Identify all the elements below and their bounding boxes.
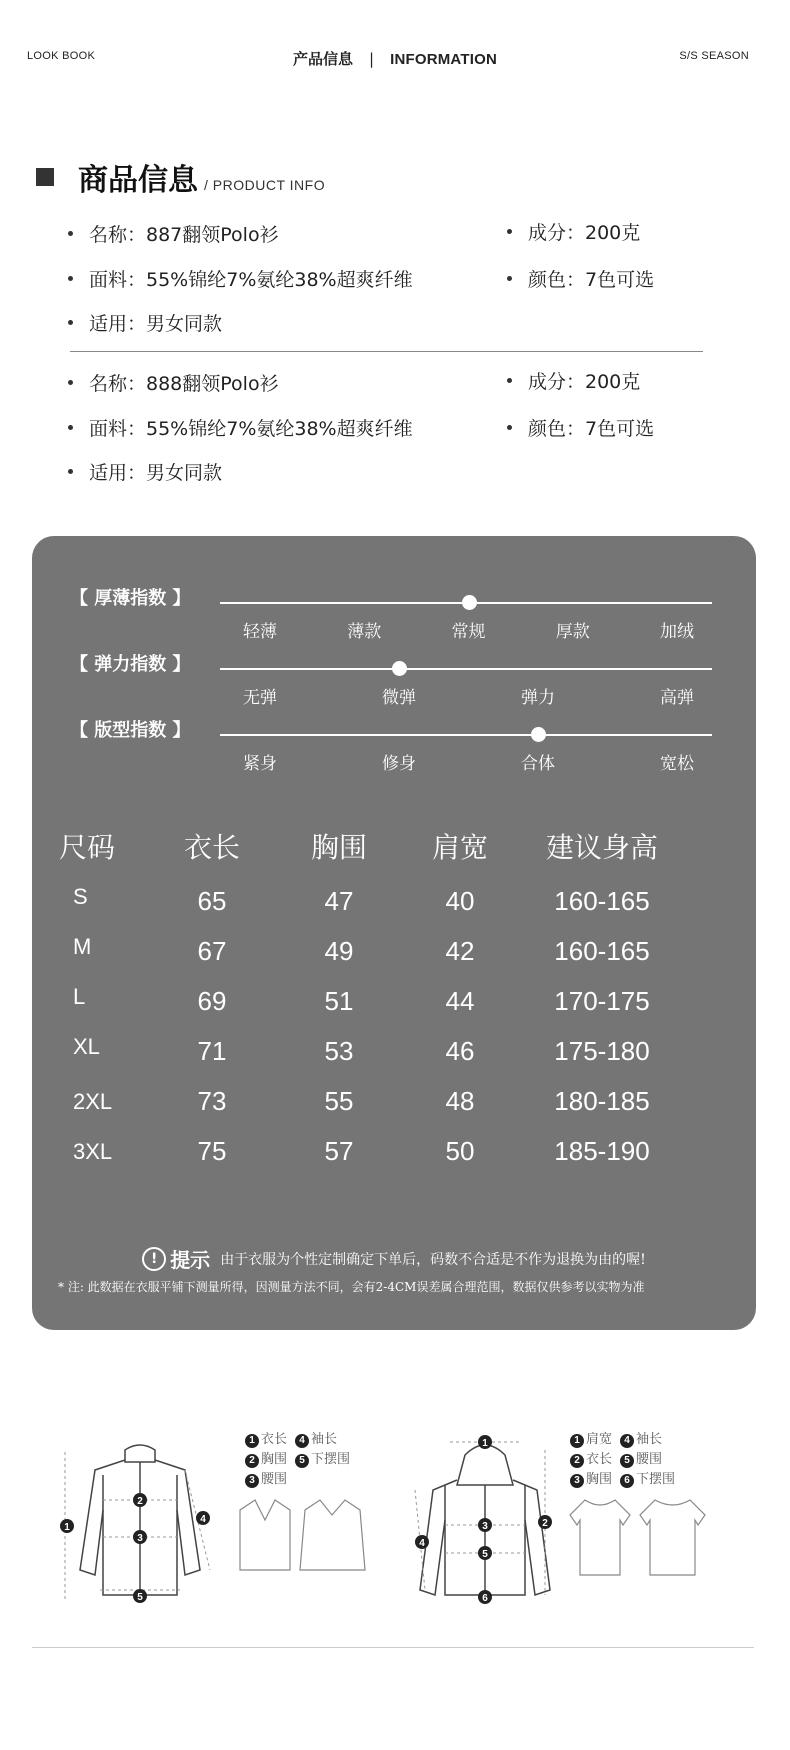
measurement-note: * 注: 此数据在衣服平铺下测量所得，因测量方法不同，会有2-4CM误差属合理范围，数据仅供参考以实物为准 [58,1280,645,1294]
legend-item [570,1452,612,1467]
legend-item [245,1452,287,1467]
season-label: S/S SEASON [679,50,749,62]
legend-label: 腰围 [636,1452,663,1467]
number-badge-icon: 6 [620,1474,634,1488]
legend-label: 腰围 [261,1472,288,1487]
size-table-header: 建议身高 [545,831,659,864]
section-title-cn: 商品信息 [78,163,198,198]
size-table-cell: 75 [197,1136,227,1166]
legend-line [570,1430,683,1450]
index-option: 微弹 [382,688,416,708]
info-text: 颜色：7色可选 [528,269,655,291]
index-marker-dot [531,727,546,742]
product-2-name [68,369,279,396]
index-label: 【 弹力指数 】 [70,654,191,675]
legend-item [570,1472,612,1487]
size-table-cell: 69 [197,986,227,1016]
bullet-icon [507,378,512,383]
size-table-cell: 49 [324,936,354,966]
legend-label: 胸围 [261,1452,288,1467]
product-2-weight [507,367,640,394]
product-2-fabric [68,414,413,441]
index-option: 无弹 [243,688,277,708]
hoodie-diagram-icon [405,1430,575,1610]
header-separator: | [369,50,375,68]
legend-item [245,1432,287,1447]
legend-line [245,1430,358,1450]
number-badge-icon: 5 [295,1454,309,1468]
number-badge-icon: 5 [620,1454,634,1468]
size-table-cell: 55 [324,1086,354,1116]
size-table-cell: 47 [324,886,354,916]
size-table-cell: 3XL [73,1139,113,1164]
legend-label: 衣长 [586,1452,613,1467]
page-header [0,48,790,69]
index-option: 弹力 [521,688,555,708]
section-title-en: / PRODUCT INFO [204,177,326,193]
bullet-icon [507,276,512,281]
jacket-diagram-icon [55,1430,225,1610]
measurement-illustration [0,1430,790,1610]
size-table-cell: 73 [197,1086,227,1116]
shirts-icon [235,1490,375,1580]
legend-label: 袖长 [311,1432,338,1447]
legend-line [245,1470,358,1490]
size-table-cell: 42 [445,936,475,966]
size-table-cell: 2XL [73,1089,113,1114]
index-label: 【 厚薄指数 】 [70,588,191,609]
size-table-cell: 65 [197,886,227,916]
product-divider [70,351,703,352]
product-1-color [507,265,654,292]
index-label: 【 版型指数 】 [70,720,191,741]
size-table-header: 肩宽 [431,831,489,864]
legend-item [245,1472,287,1487]
info-text: 面料：55%锦纶7%氨纶38%超爽纤维 [89,269,413,291]
index-option: 加绒 [660,622,694,642]
info-text: 颜色：7色可选 [528,418,655,440]
svg-text:6: 6 [482,1593,488,1604]
lookbook-label: LOOK BOOK [27,50,96,62]
size-table-cell: 46 [445,1036,475,1066]
info-text: 名称：888翻领Polo衫 [89,373,279,395]
size-table-cell: 50 [445,1136,475,1166]
size-table-cell: 53 [324,1036,354,1066]
legend-label: 袖长 [636,1432,663,1447]
index-option: 合体 [521,754,555,774]
number-badge-icon: 4 [295,1434,309,1448]
index-option: 厚款 [555,622,590,642]
legend-item [570,1432,612,1447]
size-table-cell: 71 [197,1036,227,1066]
bottom-divider [32,1647,754,1648]
bullet-icon [68,320,73,325]
bullet-icon [68,380,73,385]
svg-text:1: 1 [64,1522,70,1533]
number-badge-icon: 1 [245,1434,259,1448]
legend-item [620,1432,662,1447]
svg-text:4: 4 [419,1538,425,1549]
index-slider-track [220,668,712,670]
size-table-cell: 185-190 [554,1136,650,1166]
bullet-icon [68,425,73,430]
tip-text: 由于衣服为个性定制确定下单后，码数不合适是不作为退换为由的喔! [220,1251,646,1268]
bullet-icon [507,425,512,430]
info-text: 成分：200克 [528,222,641,244]
legend-item [295,1452,350,1467]
info-text: 适用：男女同款 [89,462,223,484]
size-table-cell: 67 [197,936,227,966]
index-option: 修身 [382,754,416,774]
legend-line [570,1450,683,1470]
size-table-cell: XL [73,1034,100,1059]
index-slider-track [220,734,712,736]
product-1-fit [68,309,222,336]
info-text: 面料：55%锦纶7%氨纶38%超爽纤维 [89,418,413,440]
size-table-cell: 57 [324,1136,354,1166]
bullet-icon [68,469,73,474]
size-table-cell: 48 [445,1086,475,1116]
index-option: 薄款 [347,622,382,642]
header-title-en: INFORMATION [390,51,497,68]
size-table-cell: 44 [445,986,475,1016]
header-title-cn: 产品信息 [293,50,354,68]
legend-line [570,1470,683,1490]
legend-label: 衣长 [261,1432,288,1447]
tip-row [32,1244,756,1273]
legend-item [295,1432,337,1447]
bullet-icon [507,229,512,234]
index-option: 轻薄 [243,622,277,642]
index-marker-dot [392,661,407,676]
number-badge-icon: 3 [245,1474,259,1488]
product-2-fit [68,458,222,485]
svg-text:3: 3 [482,1521,488,1532]
tip-title: 提示 [170,1248,211,1272]
svg-text:1: 1 [482,1438,488,1449]
svg-text:5: 5 [482,1549,488,1560]
section-title [36,155,325,199]
number-badge-icon: 1 [570,1434,584,1448]
index-option: 常规 [451,622,486,642]
square-icon [36,168,54,186]
bullet-icon [68,276,73,281]
size-table-cell: 160-165 [554,886,650,916]
size-table-cell: 170-175 [554,986,650,1016]
legend-label: 胸围 [586,1472,613,1487]
svg-text:2: 2 [137,1496,143,1507]
legend-label: 下摆围 [636,1472,676,1487]
size-table-header: 胸围 [310,831,368,864]
product-1-name [68,220,279,247]
number-badge-icon: 3 [570,1474,584,1488]
size-table-header: 尺码 [58,831,116,864]
product-1-fabric [68,265,413,292]
number-badge-icon: 4 [620,1434,634,1448]
number-badge-icon: 2 [245,1454,259,1468]
size-table-cell: 160-165 [554,936,650,966]
tshirts-icon [565,1490,715,1580]
size-table-cell: M [73,934,92,959]
measure-legend-right [570,1430,683,1490]
info-text: 成分：200克 [528,371,641,393]
size-table-cell: S [73,884,88,909]
svg-text:2: 2 [542,1518,548,1529]
legend-line [245,1450,358,1470]
exclamation-icon: ! [142,1247,166,1271]
bullet-icon [68,231,73,236]
index-marker-dot [462,595,477,610]
size-table-header: 衣长 [183,831,241,864]
size-table-cell: L [73,984,86,1009]
measure-legend-left [245,1430,358,1490]
size-table-cell: 40 [445,886,475,916]
info-text: 适用：男女同款 [89,313,223,335]
size-table-cell: 180-185 [554,1086,650,1116]
index-option: 紧身 [243,754,277,774]
svg-text:3: 3 [137,1533,143,1544]
svg-text:5: 5 [137,1592,143,1603]
product-2-color [507,414,654,441]
product-1-weight [507,218,640,245]
legend-label: 肩宽 [586,1432,613,1447]
legend-item [620,1452,662,1467]
size-panel [32,536,756,1330]
legend-item [620,1472,675,1487]
size-table-cell: 51 [324,986,354,1016]
number-badge-icon: 2 [570,1454,584,1468]
info-text: 名称：887翻领Polo衫 [89,224,279,246]
legend-label: 下摆围 [311,1452,351,1467]
size-table-cell: 175-180 [554,1036,650,1066]
svg-text:4: 4 [200,1514,206,1525]
index-option: 宽松 [660,754,694,774]
index-option: 高弹 [660,688,694,708]
